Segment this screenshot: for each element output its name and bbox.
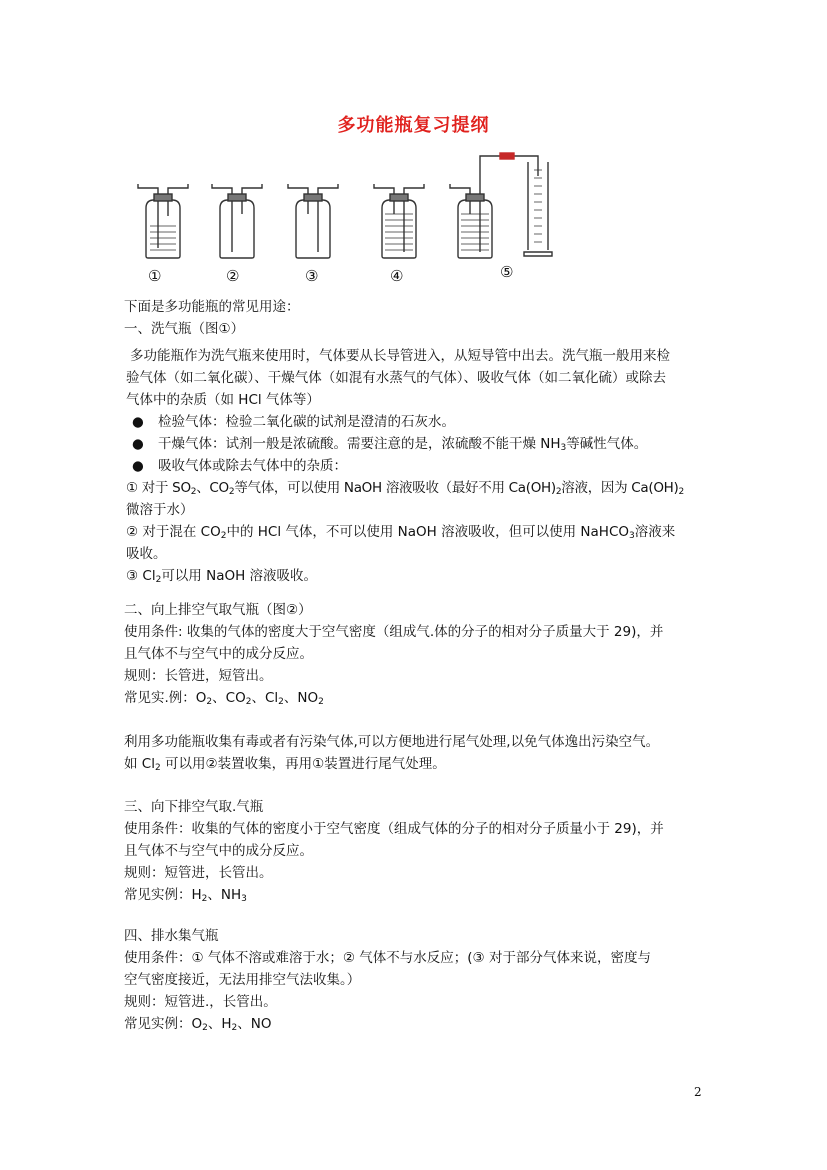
subscript: 2 — [318, 697, 324, 707]
figure-label-2: ② — [226, 267, 240, 285]
section-1-box — [126, 345, 714, 587]
subscript: 2 — [278, 697, 284, 707]
subscript: 3 — [560, 443, 567, 453]
section-2-condition: 使用条件: 收集的气体的密度大于空气密度（组成气.体的分子的相对分子质量大于 29)，并 — [124, 624, 664, 640]
subscript: 2 — [206, 697, 213, 707]
bullet-text: 吸收气体或除去气体中的杂质： — [158, 458, 347, 474]
section-1-heading: 一、洗气瓶（图①） — [124, 321, 245, 337]
text: 、H — [207, 1016, 232, 1032]
paragraph-line: 多功能瓶作为洗气瓶来使用时，气体要从长导管进入，从短导管中出去。洗气瓶一般用来检 — [130, 348, 670, 364]
section-4-condition: 使用条件：① 气体不溶或难溶于水；② 气体不与水反应；(③ 对于部分气体来说，密度与 — [124, 950, 651, 966]
text: 中的 HCl 气体，不可以使用 NaOH 溶液吸收，但可以使用 NaHCO — [226, 524, 629, 540]
bullet-icon: ● — [132, 414, 144, 430]
text: 常见实例：H — [124, 887, 202, 903]
subscript: 2 — [220, 531, 227, 541]
section-3-heading: 三、向下排空气取.气瓶 — [124, 799, 264, 815]
text: 如 Cl — [124, 756, 155, 772]
bottle-4 — [374, 184, 424, 258]
text: 常见实.例：O — [124, 690, 207, 706]
subscript: 3 — [241, 894, 247, 904]
bullet-item — [126, 411, 714, 433]
bottle-3 — [288, 184, 338, 258]
section-3-condition: 使用条件：收集的气体的密度小于空气密度（组成气体的分子的相对分子质量小于 29)，并 — [124, 821, 664, 837]
text: 溶液，因为 Ca(OH) — [561, 480, 679, 496]
intro-text: 下面是多功能瓶的常见用途： — [124, 299, 300, 315]
page-title: 多功能瓶复习提纲 — [337, 115, 490, 136]
rubber-connector — [500, 153, 514, 159]
measuring-cylinder — [524, 162, 552, 256]
paragraph-line: 气体中的杂质（如 HCl 气体等） — [126, 392, 320, 408]
text: 可以用 NaOH 溶液吸收。 — [161, 568, 318, 584]
subscript: 2 — [555, 487, 562, 497]
bullet-text: 等碱性气体。 — [566, 436, 648, 452]
text: 可以用②装置收集，再用①装置进行尾气处理。 — [160, 756, 446, 772]
section-3-rule: 规则：短管进，长管出。 — [124, 865, 273, 881]
section-3-examples — [124, 885, 247, 905]
bullet-icon: ● — [132, 458, 144, 474]
text: ① 对于 SO — [126, 480, 191, 496]
text: 、NH — [207, 887, 242, 903]
section-2-note-cont — [124, 754, 446, 774]
bullet-item — [126, 433, 714, 455]
figure-label-5: ⑤ — [500, 263, 514, 281]
subscript: 2 — [228, 487, 235, 497]
bottle-1 — [138, 184, 188, 258]
numbered-item — [126, 521, 714, 543]
subscript: 2 — [231, 1023, 238, 1033]
text: 、CO — [196, 480, 229, 496]
paragraph-line: 验气体（如二氧化碳）、干燥气体（如混有水蒸气的气体）、吸收气体（如二氧化硫）或除去 — [126, 370, 666, 386]
text: 、Cl — [251, 690, 279, 706]
section-2-rule: 规则：长管进，短管出。 — [124, 668, 273, 684]
subscript: 2 — [154, 763, 161, 773]
subscript: 2 — [202, 1023, 208, 1033]
bullet-text: 检验气体：检验二氧化碳的试剂是澄清的石灰水。 — [158, 414, 455, 430]
section-4-heading: 四、排水集气瓶 — [124, 928, 219, 944]
text: 、CO — [212, 690, 246, 706]
bullet-icon: ● — [132, 436, 144, 452]
section-2-examples — [124, 688, 324, 708]
subscript: 2 — [201, 894, 208, 904]
subscript: 2 — [190, 487, 197, 497]
text: 常见实例：O — [124, 1016, 203, 1032]
section-2-note: 利用多功能瓶收集有毒或者有污染气体,可以方便地进行尾气处理,以免气体逸出污染空气。 — [124, 734, 660, 750]
numbered-item-cont: 吸收。 — [126, 546, 167, 562]
section-3-condition-cont: 且气体不与空气中的成分反应。 — [124, 843, 313, 859]
subscript: 3 — [629, 531, 635, 541]
bottle-5 — [450, 156, 538, 258]
subscript: 2 — [678, 487, 684, 497]
section-2-condition-cont: 且气体不与空气中的成分反应。 — [124, 646, 313, 662]
section-4-rule: 规则：短管进.，长管出。 — [124, 994, 277, 1010]
bullet-item — [126, 455, 714, 477]
section-4-condition-cont: 空气密度接近，无法用排空气法收集。） — [124, 972, 361, 988]
section-2-heading: 二、向上排空气取气瓶（图②） — [124, 602, 312, 618]
text: 、NO — [237, 1016, 272, 1032]
text: 、NO — [283, 690, 319, 706]
subscript: 2 — [245, 697, 252, 707]
text: ③ Cl — [126, 568, 156, 584]
figure-label-4: ④ — [390, 267, 404, 285]
figure-label-3: ③ — [305, 267, 319, 285]
bullet-text: 干燥气体：试剂一般是浓硫酸。需要注意的是，浓硫酸不能干燥 NH — [158, 436, 561, 452]
numbered-item — [126, 565, 714, 587]
bottle-2 — [212, 184, 262, 258]
numbered-item — [126, 477, 714, 499]
subscript: 2 — [155, 575, 162, 585]
numbered-item-cont: 微溶于水） — [126, 502, 194, 518]
text: 等气体，可以使用 NaOH 溶液吸收（最好不用 Ca(OH) — [234, 480, 556, 496]
figure-label-1: ① — [148, 267, 162, 285]
page-number: 2 — [694, 1085, 702, 1099]
text: ② 对于混在 CO — [126, 524, 221, 540]
text: 溶液来 — [634, 524, 676, 540]
section-4-examples — [124, 1014, 272, 1034]
